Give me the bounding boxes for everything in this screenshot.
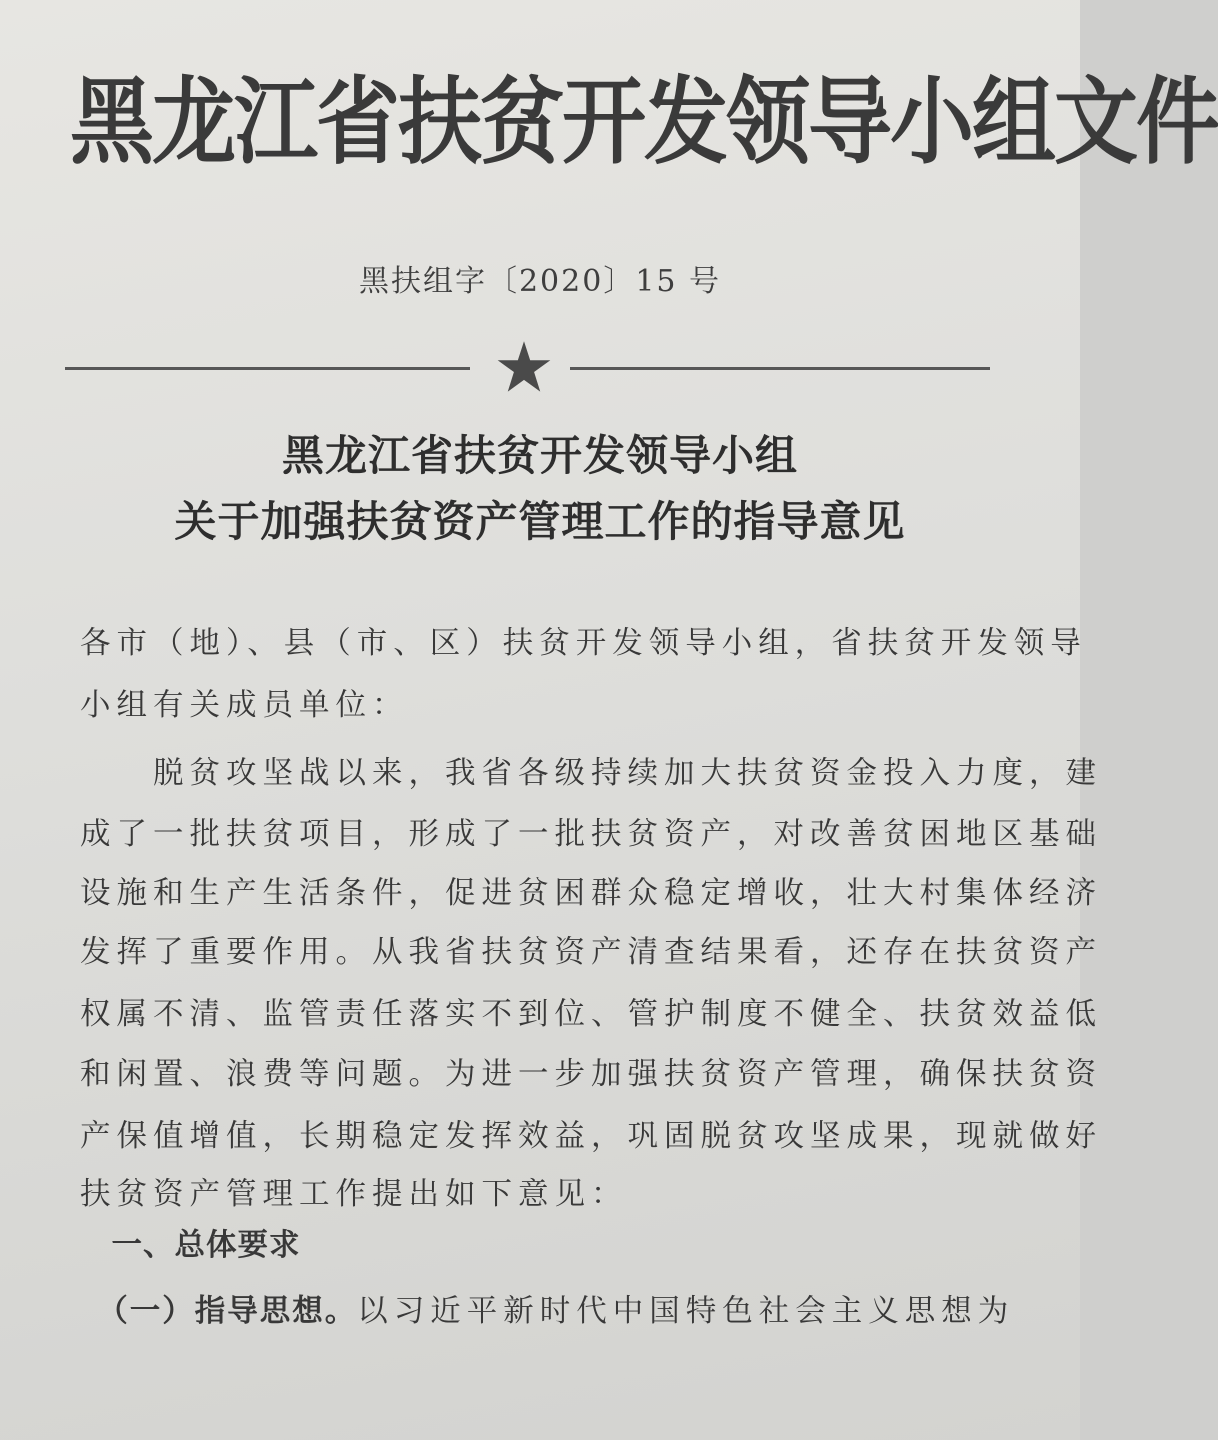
body-line: 各市（地）、县（市、区）扶贫开发领导小组，省扶贫开发领导 bbox=[80, 626, 1087, 661]
separator-line-right bbox=[570, 367, 990, 370]
body-line: 设施和生产生活条件，促进贫困群众稳定增收，壮大村集体经济 bbox=[80, 876, 1102, 911]
separator-line-left bbox=[65, 367, 470, 370]
star-icon bbox=[496, 340, 552, 394]
subsection-label: （一）指导思想。 bbox=[80, 1294, 358, 1329]
subsection-line bbox=[80, 1292, 1045, 1332]
document-title-line-1: 黑龙江省扶贫开发领导小组 bbox=[281, 431, 798, 480]
body-line: 脱贫攻坚战以来，我省各级持续加大扶贫资金投入力度，建 bbox=[80, 756, 1102, 791]
body-line: 成了一批扶贫项目，形成了一批扶贫资产，对改善贫困地区基础 bbox=[80, 817, 1102, 852]
section-heading: 一、总体要求 bbox=[80, 1228, 301, 1263]
subsection-text: 以习近平新时代中国特色社会主义思想为 bbox=[357, 1294, 1015, 1329]
body-line: 权属不清、监管责任落实不到位、管护制度不健全、扶贫效益低 bbox=[80, 997, 1102, 1032]
body-line: 产保值增值，长期稳定发挥效益，巩固脱贫攻坚成果，现就做好 bbox=[80, 1119, 1102, 1154]
document-number: 黑扶组字〔2020〕15 号 bbox=[358, 264, 722, 299]
body-line: 发挥了重要作用。从我省扶贫资产清查结果看，还存在扶贫资产 bbox=[80, 935, 1102, 970]
body-line: 小组有关成员单位： bbox=[80, 688, 409, 723]
body-line: 扶贫资产管理工作提出如下意见： bbox=[80, 1177, 628, 1212]
document-title-line-2: 关于加强扶贫资产管理工作的指导意见 bbox=[174, 497, 906, 546]
body-line: 和闲置、浪费等问题。为进一步加强扶贫资产管理，确保扶贫资 bbox=[80, 1057, 1102, 1092]
issuer-title: 黑龙江省扶贫开发领导小组文件 bbox=[70, 67, 1218, 177]
